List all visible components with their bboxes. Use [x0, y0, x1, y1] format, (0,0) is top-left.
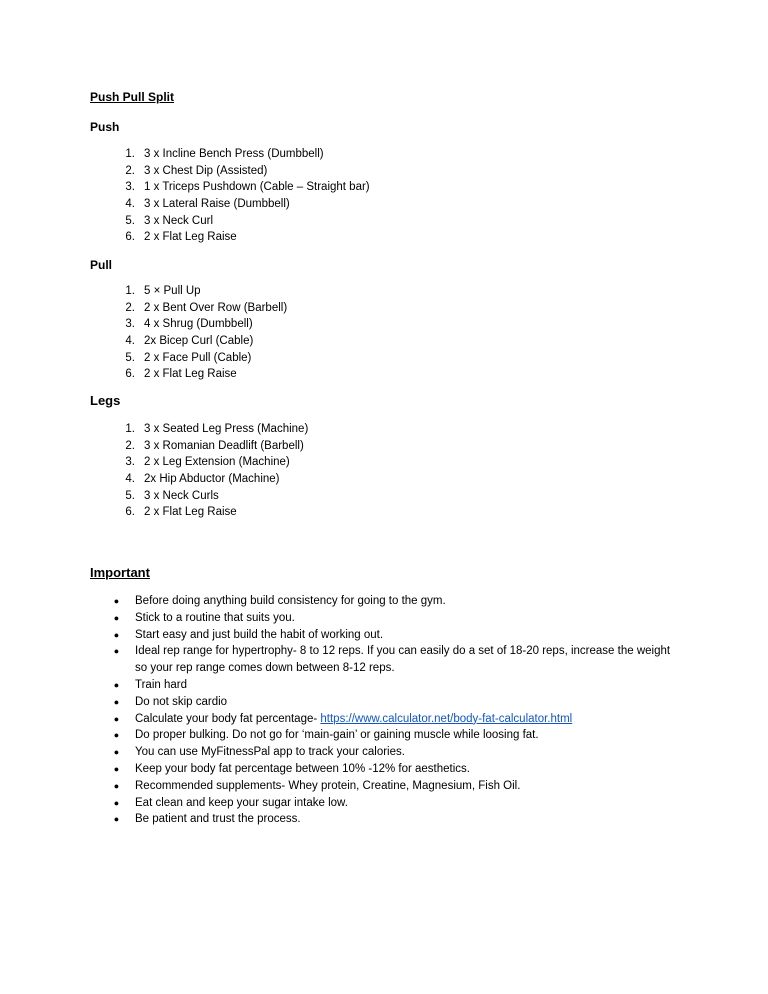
- item-text: 3 x Incline Bench Press (Dumbbell): [144, 148, 324, 160]
- bullet-icon: ●: [113, 629, 120, 640]
- section-heading-pull: Pull: [90, 258, 113, 272]
- list-item: [90, 795, 680, 812]
- item-number: 5.: [125, 351, 135, 364]
- exercise-list-legs: [90, 421, 490, 521]
- item-text: 2 x Flat Leg Raise: [144, 506, 237, 519]
- list-item: [90, 163, 490, 180]
- tip-text: Train hard: [135, 678, 187, 691]
- item-text: 2 x Leg Extension (Machine): [144, 456, 290, 469]
- tip-text: Stick to a routine that suits you.: [135, 611, 295, 624]
- tip-text: Eat clean and keep your sugar intake low.: [135, 796, 348, 809]
- item-number: 3.: [125, 181, 135, 194]
- tip-text: Before doing anything build consistency for going to the gym.: [135, 595, 446, 607]
- important-tips-list: [90, 593, 680, 828]
- list-item: [90, 504, 490, 521]
- bullet-icon: ●: [113, 780, 120, 791]
- bullet-icon: ●: [113, 612, 120, 623]
- list-item: [90, 627, 680, 644]
- item-text: 2x Hip Abductor (Machine): [144, 473, 280, 486]
- item-text: 3 x Chest Dip (Assisted): [144, 164, 268, 177]
- bullet-icon: ●: [113, 696, 120, 707]
- section-heading-push: Push: [90, 120, 120, 134]
- item-number: 2.: [125, 164, 135, 177]
- list-item: [90, 300, 490, 317]
- tip-text: Do proper bulking. Do not go for ‘main-gain’ or gaining muscle while loosing fat.: [135, 729, 539, 742]
- item-text: 2 x Flat Leg Raise: [144, 368, 237, 381]
- item-text: 2x Bicep Curl (Cable): [144, 335, 254, 348]
- item-text: 4 x Shrug (Dumbbell): [144, 318, 253, 331]
- tip-text: Keep your body fat percentage between 10% -12% for aesthetics.: [135, 762, 470, 775]
- list-item: [90, 350, 490, 367]
- item-text: 1 x Triceps Pushdown (Cable – Straight bar): [144, 181, 370, 194]
- list-item: [90, 316, 490, 333]
- list-item: [90, 421, 490, 438]
- item-text: 3 x Romanian Deadlift (Barbell): [144, 439, 304, 452]
- important-heading: Important: [90, 565, 150, 580]
- tip-text: Do not skip cardio: [135, 695, 228, 708]
- item-number: 3.: [125, 318, 135, 331]
- list-item: [90, 811, 680, 828]
- list-item: [90, 229, 490, 246]
- bullet-icon: ●: [113, 646, 120, 657]
- list-item: [90, 438, 490, 455]
- list-item: [90, 744, 680, 761]
- item-number: 6.: [125, 506, 135, 519]
- item-text: 2 x Face Pull (Cable): [144, 351, 252, 364]
- bullet-icon: ●: [113, 763, 120, 774]
- bullet-icon: ●: [113, 730, 120, 741]
- list-item: [90, 179, 490, 196]
- list-item: [90, 643, 680, 677]
- list-item: [90, 196, 490, 213]
- exercise-list-pull: [90, 283, 490, 383]
- item-number: 2.: [125, 301, 135, 314]
- item-number: 5.: [125, 489, 135, 502]
- item-text: 3 x Lateral Raise (Dumbbell): [144, 198, 290, 211]
- item-number: 3.: [125, 456, 135, 469]
- item-number: 4.: [125, 335, 135, 348]
- list-item: [90, 761, 680, 778]
- list-item: [90, 778, 680, 795]
- list-item: [90, 471, 490, 488]
- bullet-icon: ●: [113, 679, 120, 690]
- tip-text: Ideal rep range for hypertrophy- 8 to 12 reps. If you can easily do a set of 18-20 reps, increase the weight so your rep range comes down between 8-12 reps.: [135, 645, 671, 675]
- bullet-icon: ●: [113, 596, 120, 606]
- list-item: [90, 593, 680, 610]
- list-item: [90, 610, 680, 627]
- body-fat-calculator-link[interactable]: https://www.calculator.net/body-fat-calculator.html: [320, 712, 573, 725]
- exercise-list-push: [90, 146, 490, 246]
- item-number: 6.: [125, 231, 135, 244]
- item-text: 3 x Neck Curl: [144, 214, 214, 227]
- tip-text: You can use MyFitnessPal app to track your calories.: [135, 746, 405, 759]
- list-item: [90, 694, 680, 711]
- list-item: [90, 454, 490, 471]
- tip-text: Calculate your body fat percentage- https://www.calculator.net/body-fat-calculator.html: [135, 712, 573, 725]
- tip-text: Be patient and trust the process.: [135, 813, 301, 826]
- list-item: [90, 333, 490, 350]
- list-item: [90, 488, 490, 505]
- tip-text: Start easy and just build the habit of working out.: [135, 628, 384, 641]
- item-text: 2 x Flat Leg Raise: [144, 231, 237, 244]
- item-number: 5.: [125, 214, 135, 227]
- item-number: 1.: [125, 148, 135, 160]
- list-item: [90, 283, 490, 300]
- item-text: 3 x Seated Leg Press (Machine): [144, 423, 309, 435]
- bullet-icon: ●: [113, 814, 120, 825]
- document-title: Push Pull Split: [90, 90, 175, 104]
- bullet-icon: ●: [113, 747, 120, 758]
- list-item: [90, 727, 680, 744]
- tip-text: Recommended supplements- Whey protein, Creatine, Magnesium, Fish Oil.: [135, 779, 521, 792]
- bullet-icon: ●: [113, 713, 120, 724]
- item-number: 6.: [125, 368, 135, 381]
- list-item: [90, 146, 490, 163]
- item-number: 2.: [125, 439, 135, 452]
- bullet-icon: ●: [113, 797, 120, 808]
- item-text: 5 × Pull Up: [144, 285, 201, 297]
- item-number: 1.: [125, 285, 135, 297]
- list-item: [90, 366, 490, 383]
- list-item: [90, 677, 680, 694]
- item-text: 3 x Neck Curls: [144, 489, 219, 502]
- list-item: [90, 711, 680, 728]
- section-heading-legs: Legs: [90, 393, 121, 408]
- item-number: 4.: [125, 198, 135, 211]
- item-number: 1.: [125, 423, 135, 435]
- item-text: 2 x Bent Over Row (Barbell): [144, 301, 288, 314]
- list-item: [90, 213, 490, 230]
- item-number: 4.: [125, 473, 135, 486]
